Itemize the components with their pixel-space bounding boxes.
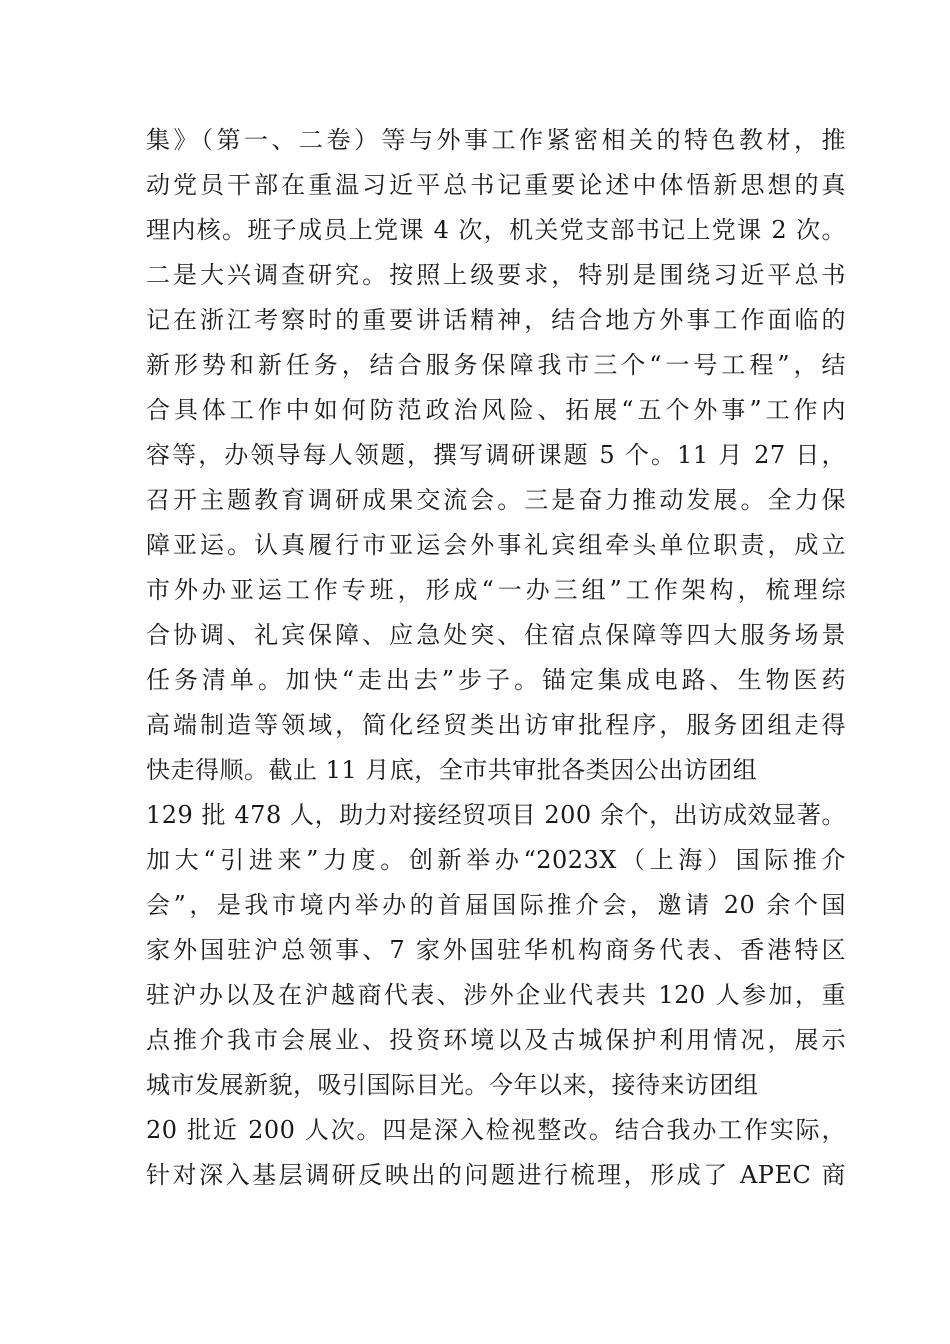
text-line: 动党员干部在重温习近平总书记重要论述中体悟新思想的真: [146, 171, 846, 199]
text-line: 市外办亚运工作专班，形成“一办三组”工作架构，梳理综: [146, 576, 846, 604]
text-line: 记在浙江考察时的重要讲话精神，结合地方外事工作面临的: [146, 306, 846, 334]
text-line: 129 批 478 人，助力对接经贸项目 200 余个，出访成效显著。: [146, 801, 846, 829]
text-line: 理内核。班子成员上党课 4 次，机关党支部书记上党课 2 次。: [146, 216, 846, 244]
text-line: 点推介我市会展业、投资环境以及古城保护利用情况，展示: [146, 1026, 846, 1054]
text-line: 任务清单。加快“走出去”步子。锚定集成电路、生物医药: [146, 666, 846, 694]
text-line: 召开主题教育调研成果交流会。三是奋力推动发展。全力保: [146, 486, 846, 514]
text-line: 加大“引进来”力度。创新举办“2023X（上海）国际推介: [146, 846, 846, 874]
text-line: 容等，办领导每人领题，撰写调研课题 5 个。11 月 27 日，: [146, 441, 846, 469]
text-line: 障亚运。认真履行市亚运会外事礼宾组牵头单位职责，成立: [146, 531, 846, 559]
text-line: 集》（第一、二卷）等与外事工作紧密相关的特色教材，推: [146, 126, 846, 154]
text-line: 高端制造等领域，简化经贸类出访审批程序，服务团组走得: [146, 711, 846, 739]
text-line: 快走得顺。截止 11 月底，全市共审批各类因公出访团组: [146, 756, 758, 784]
text-line: 合协调、礼宾保障、应急处突、住宿点保障等四大服务场景: [146, 621, 846, 649]
text-line: 针对深入基层调研反映出的问题进行梳理，形成了 APEC 商: [146, 1161, 846, 1189]
text-line: 会”，是我市境内举办的首届国际推介会，邀请 20 余个国: [146, 891, 846, 919]
text-line: 合具体工作中如何防范政治风险、拓展“五个外事”工作内: [146, 396, 846, 424]
text-line: 家外国驻沪总领事、7 家外国驻华机构商务代表、香港特区: [146, 936, 846, 964]
text-line: 城市发展新貌，吸引国际目光。今年以来，接待来访团组: [146, 1071, 759, 1099]
text-line: 新形势和新任务，结合服务保障我市三个“一号工程”，结: [146, 351, 846, 379]
text-line: 20 批近 200 人次。四是深入检视整改。结合我办工作实际，: [146, 1116, 846, 1144]
text-line: 二是大兴调查研究。按照上级要求，特别是围绕习近平总书: [146, 261, 846, 289]
text-line: 驻沪办以及在沪越商代表、涉外企业代表共 120 人参加，重: [146, 981, 846, 1009]
body-text: [146, 118, 846, 1198]
